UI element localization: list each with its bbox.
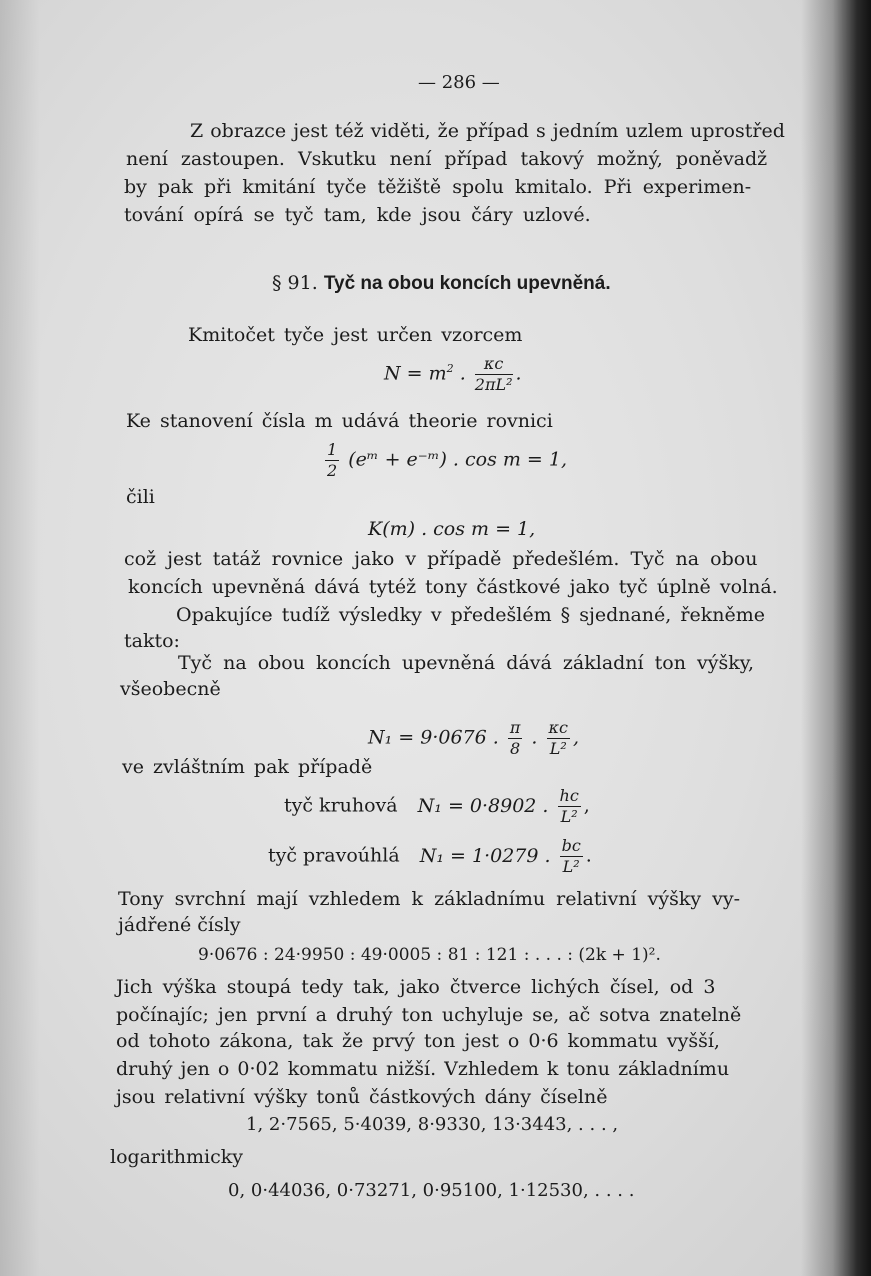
para7: ve zvláštním pak případě (122, 756, 373, 778)
formula2-den: 2 (327, 461, 338, 480)
para9-line-1: Jich výška stoupá tedy tak, jako čtverce lichých čísel, od 3 (116, 976, 716, 998)
para9-line-4: druhý jen o 0·02 kommatu nižší. Vzhledem k tonu základnímu (116, 1058, 730, 1080)
formula4-dot: . (531, 726, 538, 749)
formula1-lhs: N = m (384, 362, 447, 385)
para8-line-2: jádřené čísly (118, 914, 241, 936)
para5-line-2: takto: (124, 630, 180, 652)
formula1-end: . (515, 362, 522, 385)
series-logarithmic: 0, 0·44036, 0·73271, 0·95100, 1·12530, . . . . (228, 1180, 635, 1201)
section-heading (272, 272, 611, 295)
logarithmicky-label: logarithmicky (110, 1146, 244, 1168)
book-spine-shadow (801, 0, 871, 1276)
formula1-num: κc (475, 354, 513, 375)
formula6-fraction (560, 836, 583, 877)
formula-frequency (384, 354, 522, 395)
para9-line-2: počínajíc; jen první a druhý ton uchyluje se, ač sotva znatelně (116, 1004, 742, 1026)
formula1-fraction (475, 354, 513, 395)
section-symbol: § 91. (272, 272, 318, 294)
formula5-label: tyč kruhová (284, 794, 398, 817)
series-relative-heights: 1, 2·7565, 5·4039, 8·9330, 13·3443, . . . , (246, 1114, 619, 1135)
para2: Kmitočet tyče jest určen vzorcem (188, 324, 523, 346)
formula4-num1: π (509, 718, 521, 737)
para1-line-1: Z obrazce jest též viděti, že případ s jedním uzlem uprostřed (190, 120, 785, 142)
formula4-den2: L² (549, 739, 567, 758)
formula-n1-general (368, 718, 579, 759)
formula4-fraction-1 (508, 718, 523, 759)
para4-line-1: což jest tatáž rovnice jako v případě předešlém. Tyč na obou (124, 548, 758, 570)
left-page-shadow (0, 0, 40, 1276)
formula5-end: , (583, 794, 590, 817)
formula4-fraction-2 (547, 718, 570, 759)
formula5-den: L² (560, 807, 578, 826)
formula6-label: tyč pravoúhlá (268, 844, 400, 867)
formula5-lhs: N₁ = 0·8902 . (417, 794, 549, 817)
formula2-num: 1 (327, 440, 338, 459)
formula-circular-rod (284, 786, 590, 827)
overtone-ratios: 9·0676 : 24·9950 : 49·0005 : 81 : 121 : . . . : (2k + 1)². (198, 945, 661, 965)
section-title: Tyč na obou koncích upevněná. (323, 273, 611, 294)
formula5-num: hc (559, 786, 579, 805)
page-number: — 286 — (418, 72, 500, 93)
para9-line-3: od tohoto zákona, tak že prvý ton jest o 0·6 kommatu vyšší, (116, 1030, 720, 1052)
para3: Ke stanovení čísla m udává theorie rovnici (126, 410, 553, 432)
formula6-den: L² (562, 857, 580, 876)
para1-line-2: není zastoupen. Vskutku není případ takový možný, poněvadž (126, 148, 768, 170)
para4-line-2: koncích upevněná dává tytéž tony částkové jako tyč úplně volná. (128, 576, 778, 598)
para5-line-1: Opakujíce tudíž výsledky v předešlém § sjednané, řekněme (176, 604, 765, 626)
formula6-end: . (585, 844, 592, 867)
formula1-den: 2πL² (474, 375, 513, 394)
formula4-den1: 8 (510, 739, 521, 758)
para1-line-3: by pak při kmitání tyče těžiště spolu kmitalo. Při experimen- (124, 176, 752, 198)
para1-line-4: tování opírá se tyč tam, kde jsou čáry uzlové. (124, 204, 591, 226)
formula5-fraction (558, 786, 581, 827)
formula1-dot: . (459, 362, 466, 385)
formula2-fraction (325, 440, 339, 481)
para6-line-2: všeobecně (120, 678, 221, 700)
para6-line-1: Tyč na obou koncích upevněná dává základní ton výšky, (178, 652, 754, 674)
formula4-num2: κc (548, 718, 568, 737)
cili-label: čili (126, 486, 155, 508)
para9-line-5: jsou relativní výšky tonů částkových dány číselně (116, 1086, 608, 1108)
formula6-num: bc (561, 836, 581, 855)
para8-line-1: Tony svrchní mají vzhledem k základnímu relativní výšky vy- (118, 888, 741, 910)
formula6-lhs: N₁ = 1·0279 . (419, 844, 551, 867)
formula-rectangular-rod (268, 836, 592, 877)
formula-k-m: K(m) . cos m = 1, (368, 518, 536, 540)
formula-theory-equation (322, 440, 567, 481)
formula4-end: , (572, 726, 580, 749)
formula4-lhs: N₁ = 9·0676 . (368, 726, 499, 749)
formula2-body: (eᵐ + e⁻ᵐ) . cos m = 1, (348, 448, 568, 471)
formula1-exp: 2 (446, 362, 454, 376)
